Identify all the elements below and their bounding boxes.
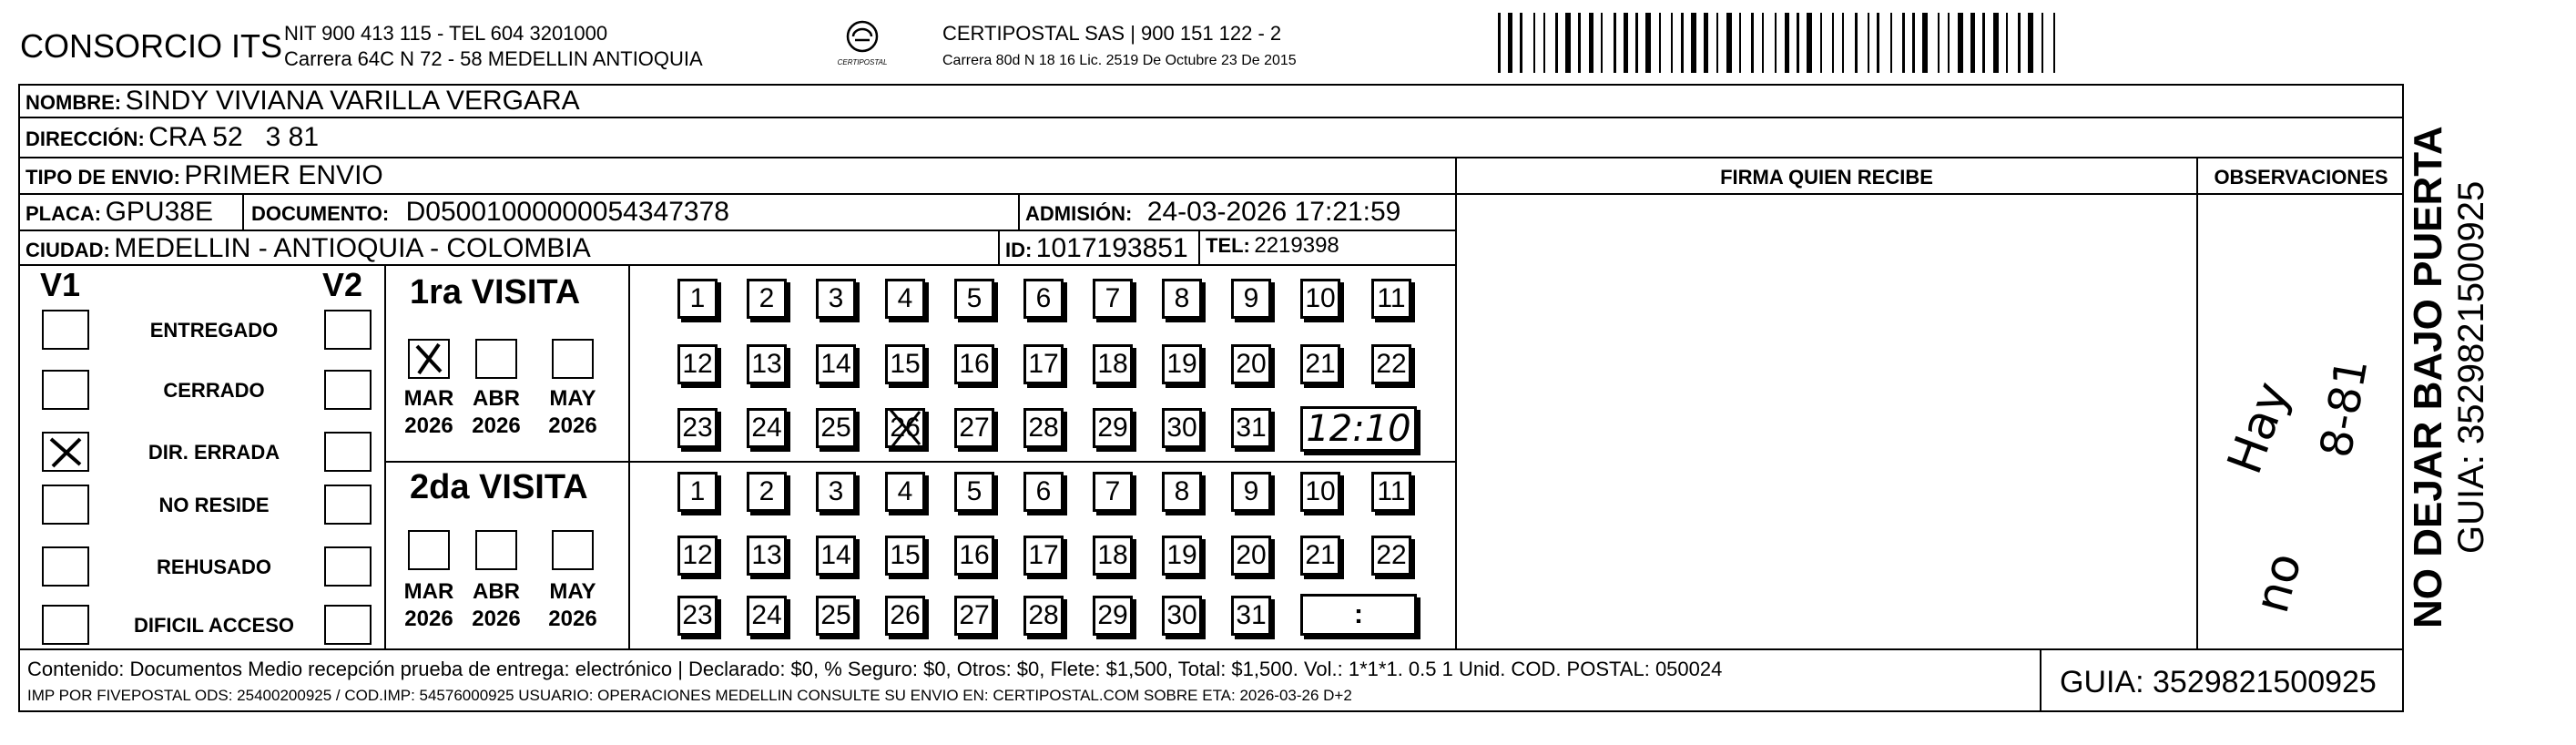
day-box[interactable]: 9 (1231, 472, 1271, 512)
day-box[interactable]: 1 (677, 279, 718, 319)
logo-text: CERTIPOSTAL (837, 58, 888, 66)
day-box[interactable]: 13 (747, 536, 787, 576)
day-box[interactable]: 21 (1300, 344, 1340, 384)
v2-header: V2 (322, 266, 363, 303)
check-x-icon (410, 341, 448, 377)
visit2-month-label: MAY (549, 579, 596, 604)
status-v2-checkbox[interactable] (324, 546, 372, 587)
day-box[interactable]: 4 (885, 279, 925, 319)
day-box[interactable]: 15 (885, 536, 925, 576)
day-box[interactable]: 24 (747, 596, 787, 636)
side-no-dejar: NO DEJAR BAJO PUERTA (2406, 126, 2450, 628)
tel-value: 2219398 (1254, 233, 1339, 258)
visit2-month-checkbox[interactable] (475, 530, 517, 570)
tipo-label: TIPO DE ENVIO: (25, 166, 180, 189)
company-nit-line: NIT 900 413 115 - TEL 604 3201000 (284, 22, 608, 45)
documento-cell (251, 197, 729, 228)
day-box[interactable]: 3 (816, 472, 856, 512)
v1-header: V1 (40, 266, 81, 303)
day-box[interactable]: 22 (1371, 536, 1411, 576)
status-v1-checkbox[interactable] (42, 370, 89, 410)
side-guia: GUIA: 3529821500925 (2451, 180, 2491, 554)
visit2-month-checkbox[interactable] (408, 530, 450, 570)
day-box[interactable]: 5 (954, 472, 994, 512)
id-label: ID: (1005, 239, 1033, 261)
day-box[interactable]: 28 (1023, 596, 1064, 636)
footer-guia: GUIA: 3529821500925 (2060, 665, 2377, 699)
check-x-icon (44, 434, 87, 470)
day-box[interactable]: 31 (1231, 596, 1271, 636)
visit1-month-label: MAY (549, 386, 596, 411)
day-box[interactable]: 4 (885, 472, 925, 512)
status-v2-checkbox[interactable] (324, 485, 372, 525)
visit1-time-box[interactable] (1300, 406, 1417, 452)
day-box[interactable]: 23 (677, 408, 718, 448)
cross-mark-icon (883, 404, 927, 454)
firma-label: FIRMA QUIEN RECIBE (1720, 166, 1933, 189)
visit1-year-label: 2026 (472, 413, 521, 438)
status-v1-checkbox[interactable] (42, 605, 89, 645)
visit2-month-label: ABR (473, 579, 520, 604)
day-box[interactable]: 12 (677, 344, 718, 384)
day-box[interactable]: 17 (1023, 344, 1064, 384)
day-box[interactable]: 27 (954, 408, 994, 448)
certipostal-logo (830, 16, 894, 73)
visit2-year-label: 2026 (548, 607, 597, 631)
barcode (1498, 13, 2199, 73)
day-box[interactable]: 13 (747, 344, 787, 384)
visit1-year-label: 2026 (548, 413, 597, 438)
status-v1-checkbox[interactable] (42, 432, 89, 472)
status-v1-checkbox[interactable] (42, 546, 89, 587)
day-box[interactable]: 27 (954, 596, 994, 636)
nombre-value: SINDY VIVIANA VARILLA VERGARA (125, 86, 580, 116)
id-cell (1005, 233, 1188, 264)
status-v1-checkbox[interactable] (42, 485, 89, 525)
day-box[interactable]: 10 (1300, 472, 1340, 512)
day-box[interactable]: 29 (1093, 596, 1133, 636)
status-label: CERRADO (163, 379, 265, 402)
nombre-label: NOMBRE: (25, 91, 122, 114)
status-v2-checkbox[interactable] (324, 605, 372, 645)
status-v1-checkbox[interactable] (42, 310, 89, 350)
visit1-month-checkbox[interactable] (552, 339, 594, 379)
day-box[interactable]: 2 (747, 279, 787, 319)
placa-label: PLACA: (25, 202, 102, 225)
day-box[interactable]: 28 (1023, 408, 1064, 448)
direccion-row (25, 122, 319, 153)
day-box[interactable]: 6 (1023, 279, 1064, 319)
day-box[interactable]: 24 (747, 408, 787, 448)
footer-content-line: Contenido: Documentos Medio recepción prueba de entrega: electrónico | Declarado: $0, % Seguro: $0, Otros: $0, Flete: $1,500, Total: $1,500. Vol.: 1*1*1. 0.5 1 Unid. COD. POSTAL: 050024 (27, 658, 1723, 680)
visit1-title: 1ra VISITA (410, 273, 581, 311)
visit1-month-checkbox[interactable] (408, 339, 450, 379)
day-box[interactable]: 20 (1231, 344, 1271, 384)
day-box[interactable]: 26 (885, 596, 925, 636)
visit2-time-box[interactable] (1300, 594, 1417, 636)
day-box[interactable]: 7 (1093, 472, 1133, 512)
day-box[interactable]: 8 (1162, 472, 1202, 512)
day-box[interactable]: 3 (816, 279, 856, 319)
admision-cell (1025, 197, 1400, 228)
nombre-row (25, 86, 580, 117)
observaciones-label: OBSERVACIONES (2214, 166, 2388, 189)
tel-label: TEL: (1206, 234, 1250, 257)
status-label: DIR. ERRADA (148, 441, 280, 464)
day-box[interactable]: 7 (1093, 279, 1133, 319)
visit2-year-label: 2026 (472, 607, 521, 631)
day-box[interactable]: 16 (954, 344, 994, 384)
status-label: REHUSADO (157, 556, 271, 578)
day-box[interactable]: 14 (816, 536, 856, 576)
day-box[interactable]: 5 (954, 279, 994, 319)
admision-value: 24-03-2026 17:21:59 (1146, 197, 1401, 227)
day-box[interactable]: 6 (1023, 472, 1064, 512)
day-box[interactable]: 12 (677, 536, 718, 576)
status-v2-checkbox[interactable] (324, 310, 372, 350)
day-box[interactable]: 18 (1093, 536, 1133, 576)
direccion-value: CRA 52 3 81 (148, 122, 320, 152)
visit2-year-label: 2026 (404, 607, 453, 631)
day-box[interactable]: 30 (1162, 408, 1202, 448)
visit2-time-colon: : (1354, 599, 1363, 629)
admision-label: ADMISIÓN: (1025, 202, 1133, 225)
visit1-time-handwritten: 12:10 (1306, 408, 1411, 450)
day-box[interactable]: 18 (1093, 344, 1133, 384)
day-box[interactable]: 15 (885, 344, 925, 384)
visit1-month-checkbox[interactable] (475, 339, 517, 379)
visit2-title: 2da VISITA (410, 468, 588, 506)
carrier-license-line: Carrera 80d N 18 16 Lic. 2519 De Octubre 23 De 2015 (942, 53, 1297, 68)
carrier-line: CERTIPOSTAL SAS | 900 151 122 - 2 (942, 22, 1282, 45)
visit1-month-label: ABR (473, 386, 520, 411)
day-box[interactable]: 31 (1231, 408, 1271, 448)
obs-handwritten-2: 8-81 (2310, 354, 2378, 462)
day-box[interactable]: 2 (747, 472, 787, 512)
day-box[interactable]: 23 (677, 596, 718, 636)
day-box[interactable]: 29 (1093, 408, 1133, 448)
placa-value: GPU38E (105, 197, 213, 227)
documento-value: D05001000000054347378 (405, 197, 729, 227)
tipo-row (25, 160, 383, 191)
status-v2-checkbox[interactable] (324, 432, 372, 472)
day-box[interactable]: 25 (816, 596, 856, 636)
day-box[interactable]: 17 (1023, 536, 1064, 576)
day-box[interactable]: 10 (1300, 279, 1340, 319)
day-box[interactable]: 22 (1371, 344, 1411, 384)
placa-cell (25, 197, 213, 228)
company-address-line: Carrera 64C N 72 - 58 MEDELLIN ANTIOQUIA (284, 47, 703, 70)
day-box[interactable]: 25 (816, 408, 856, 448)
ciudad-cell (25, 233, 591, 264)
day-box[interactable]: 19 (1162, 344, 1202, 384)
visit2-month-checkbox[interactable] (552, 530, 594, 570)
obs-handwritten-1: Hay (2217, 374, 2301, 482)
day-box[interactable]: 9 (1231, 279, 1271, 319)
ciudad-value: MEDELLIN - ANTIOQUIA - COLOMBIA (114, 233, 591, 263)
status-label: NO RESIDE (158, 494, 270, 516)
day-box[interactable]: 11 (1371, 472, 1411, 512)
day-box[interactable]: 21 (1300, 536, 1340, 576)
status-label: ENTREGADO (149, 319, 279, 342)
day-box[interactable]: 26 (885, 408, 925, 448)
id-value: 1017193851 (1035, 233, 1188, 263)
day-box[interactable]: 14 (816, 344, 856, 384)
visit2-month-label: MAR (403, 579, 454, 604)
visit1-month-label: MAR (403, 386, 454, 411)
day-box[interactable]: 30 (1162, 596, 1202, 636)
day-box[interactable]: 20 (1231, 536, 1271, 576)
direccion-label: DIRECCIÓN: (25, 128, 145, 150)
tel-cell (1206, 233, 1339, 259)
footer-print-line: IMP POR FIVEPOSTAL ODS: 25400200925 / COD.IMP: 54576000925 USUARIO: OPERACIONES MEDELLIN CONSULTE SU ENVIO EN: CERTIPOSTAL.COM SOBRE ETA: 2026-03-26 D+2 (27, 687, 1352, 704)
documento-label: DOCUMENTO: (251, 202, 390, 225)
day-box[interactable]: 1 (677, 472, 718, 512)
day-box[interactable]: 11 (1371, 279, 1411, 319)
day-box[interactable]: 16 (954, 536, 994, 576)
visit1-year-label: 2026 (404, 413, 453, 438)
day-box[interactable]: 19 (1162, 536, 1202, 576)
tipo-value: PRIMER ENVIO (184, 160, 383, 190)
company-name: CONSORCIO ITS (20, 27, 283, 65)
ciudad-label: CIUDAD: (25, 239, 110, 261)
obs-handwritten-3: no (2245, 546, 2313, 619)
status-label: DIFICIL ACCESO (133, 614, 294, 637)
status-v2-checkbox[interactable] (324, 370, 372, 410)
day-box[interactable]: 8 (1162, 279, 1202, 319)
